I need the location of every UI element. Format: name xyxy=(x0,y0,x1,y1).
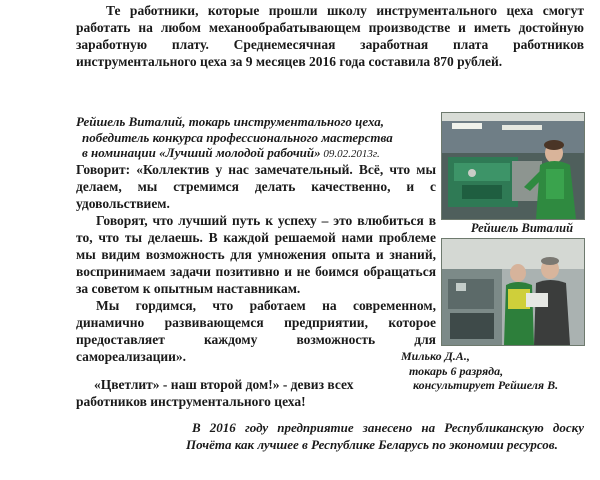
quote-text xyxy=(76,161,436,365)
honor-board-note: В 2016 году предприятие занесено на Республиканскую доску Почёта как лучшее в Республике Беларусь по экономии ресурсов. xyxy=(186,420,584,452)
quote-paragraph-2: Говорят, что лучший путь к успеху – это влюбиться в то, что ты делаешь. В каждой решаемой нами проблеме мы видим возможность для умножения опыта и знаний, воспринимаем задачи позитивно и не боимся обращаться за советом к опытным наставникам. xyxy=(76,213,436,296)
photo2-caption-name: Милько Д.А., xyxy=(401,349,470,363)
photo-mentor-consulting-image xyxy=(442,239,584,345)
photo-worker-at-machine xyxy=(441,112,585,220)
photo-mentor-consulting xyxy=(441,238,585,346)
quote-paragraph-1: Говорит: «Коллектив у нас замечательный. Всё, что мы делаем, мы стремимся делать качественно, и с удовольствием. xyxy=(76,162,436,211)
intro-paragraph: Те работники, которые прошли школу инструментального цеха смогут работать на любом механообрабатывающем производстве и иметь достойную заработную плату. Среднемесячная заработная плата работников инструментального цеха за 9 месяцев 2016 года составила 870 рублей. xyxy=(76,3,584,69)
worker-caption-date: 09.02.2013г. xyxy=(320,148,380,160)
motto-line2: работников инструментального цеха! xyxy=(76,394,306,409)
photo-worker-at-machine-image xyxy=(442,113,584,219)
photo2-caption-position: токарь 6 разряда, xyxy=(409,363,504,378)
motto xyxy=(76,376,406,410)
photo2-caption xyxy=(401,349,596,393)
photo1-caption: Рейшель Виталий xyxy=(470,221,574,235)
worker-caption xyxy=(76,114,436,163)
worker-caption-line2: победитель конкурса профессионального мастерства xyxy=(82,129,393,145)
motto-line1: «Цветлит» - наш второй дом!» - девиз всех xyxy=(94,377,354,392)
worker-caption-line1: Рейшель Виталий, токарь инструментального цеха, xyxy=(76,114,385,129)
quote-paragraph-3: Мы гордимся, что работаем на современном, динамично развивающемся предприятии, которое предоставляет каждому возможность для самореализации». xyxy=(76,298,436,364)
worker-caption-nomination: в номинации «Лучший молодой рабочий» xyxy=(82,145,321,160)
photo2-caption-action: консультирует Рейшеля В. xyxy=(413,378,559,392)
worker-caption-line3 xyxy=(76,145,436,163)
